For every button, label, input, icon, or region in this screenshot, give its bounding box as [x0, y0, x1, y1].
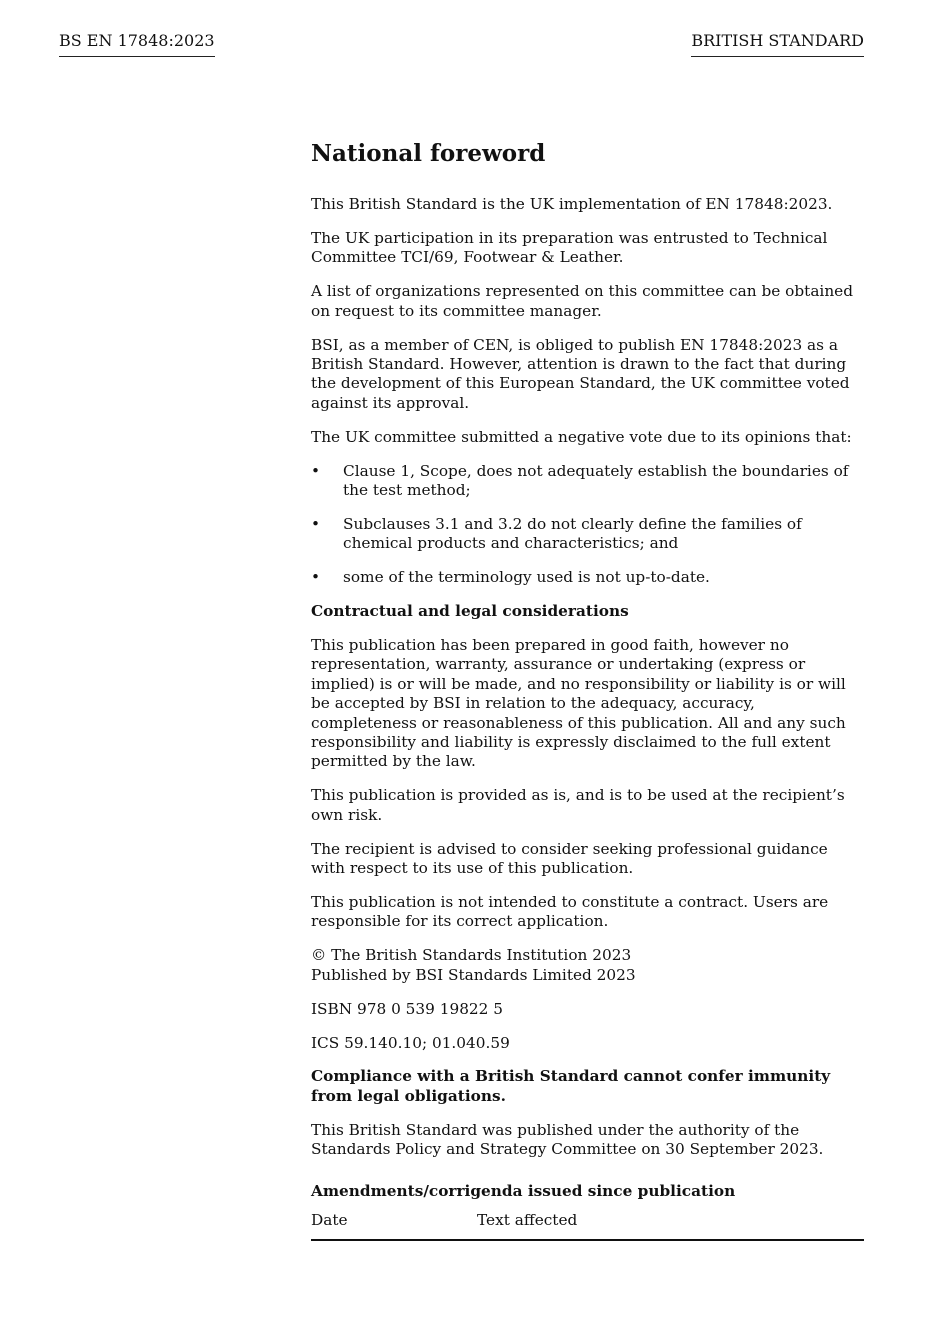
publisher-line: Published by BSI Standards Limited 2023 — [311, 965, 636, 984]
copyright-block — [311, 946, 864, 985]
opinion-list — [311, 462, 864, 588]
column-header-date: Date — [311, 1210, 348, 1229]
list-item-text: some of the terminology used is not up-to-date. — [343, 568, 710, 587]
bullet-icon: • — [311, 568, 321, 587]
page-title: National foreword — [311, 140, 546, 167]
paragraph-professional-guidance: The recipient is advised to consider seeking professional guidance with respect to its use of this publication. — [311, 839, 828, 878]
isbn: ISBN 978 0 539 19822 5 — [311, 999, 503, 1018]
paragraph-good-faith: This publication has been prepared in good faith, however no representation, warranty, assurance or undertaking (express or implied) is or will be made, and no responsibility or liability is or will be accepted by BSI in relation to the adequacy, accuracy, completeness or reasonableness of this publication. All and any such responsibility and liability is expressly disclaimed to the full extent permitted by the law. — [311, 636, 846, 771]
paragraph-negative-vote: The UK committee submitted a negative vote due to its opinions that: — [311, 427, 852, 446]
header-series-label: BRITISH STANDARD — [691, 30, 864, 57]
column-header-text-affected: Text affected — [477, 1210, 578, 1229]
list-item — [311, 462, 864, 501]
list-item-text: Clause 1, Scope, does not adequately establish the boundaries of the test method; — [343, 461, 849, 499]
paragraph-implementation: This British Standard is the UK implementation of EN 17848:2023. — [311, 195, 833, 213]
paragraph-participation: The UK participation in its preparation was entrusted to Technical Committee TCI/69, Footwear & Leather. — [311, 228, 828, 267]
compliance-statement: Compliance with a British Standard cannot confer immunity from legal obligations. — [311, 1067, 831, 1105]
list-item — [311, 515, 864, 554]
copyright-line: © The British Standards Institution 2023 — [311, 946, 632, 965]
paragraph-not-contract: This publication is not intended to constitute a contract. Users are responsible for its correct application. — [311, 892, 829, 931]
amendments-heading: Amendments/corrigenda issued since publication — [311, 1181, 736, 1200]
bullet-icon: • — [311, 461, 321, 480]
paragraph-own-risk: This publication is provided as is, and is to be used at the recipient’s own risk. — [311, 786, 845, 824]
paragraph-organizations: A list of organizations represented on this committee can be obtained on request to its committee manager. — [311, 282, 854, 320]
paragraph-cen-obligation: BSI, as a member of CEN, is obliged to publish EN 17848:2023 as a British Standard. However, attention is drawn to the fact that during the development of this European Standard, the UK committee voted against its approval. — [311, 335, 850, 412]
legal-heading: Contractual and legal considerations — [311, 602, 629, 621]
header-document-id: BS EN 17848:2023 — [59, 30, 215, 57]
list-item — [311, 568, 864, 587]
ics: ICS 59.140.10; 01.040.59 — [311, 1033, 510, 1052]
bullet-icon: • — [311, 514, 321, 533]
amendments-table — [311, 1211, 864, 1241]
national-foreword-section — [311, 138, 864, 1241]
list-item-text: Subclauses 3.1 and 3.2 do not clearly define the families of chemical products and characteristics; and — [343, 514, 802, 553]
paragraph-published-authority: This British Standard was published under the authority of the Standards Policy and Strategy Committee on 30 September 2023. — [311, 1120, 824, 1159]
